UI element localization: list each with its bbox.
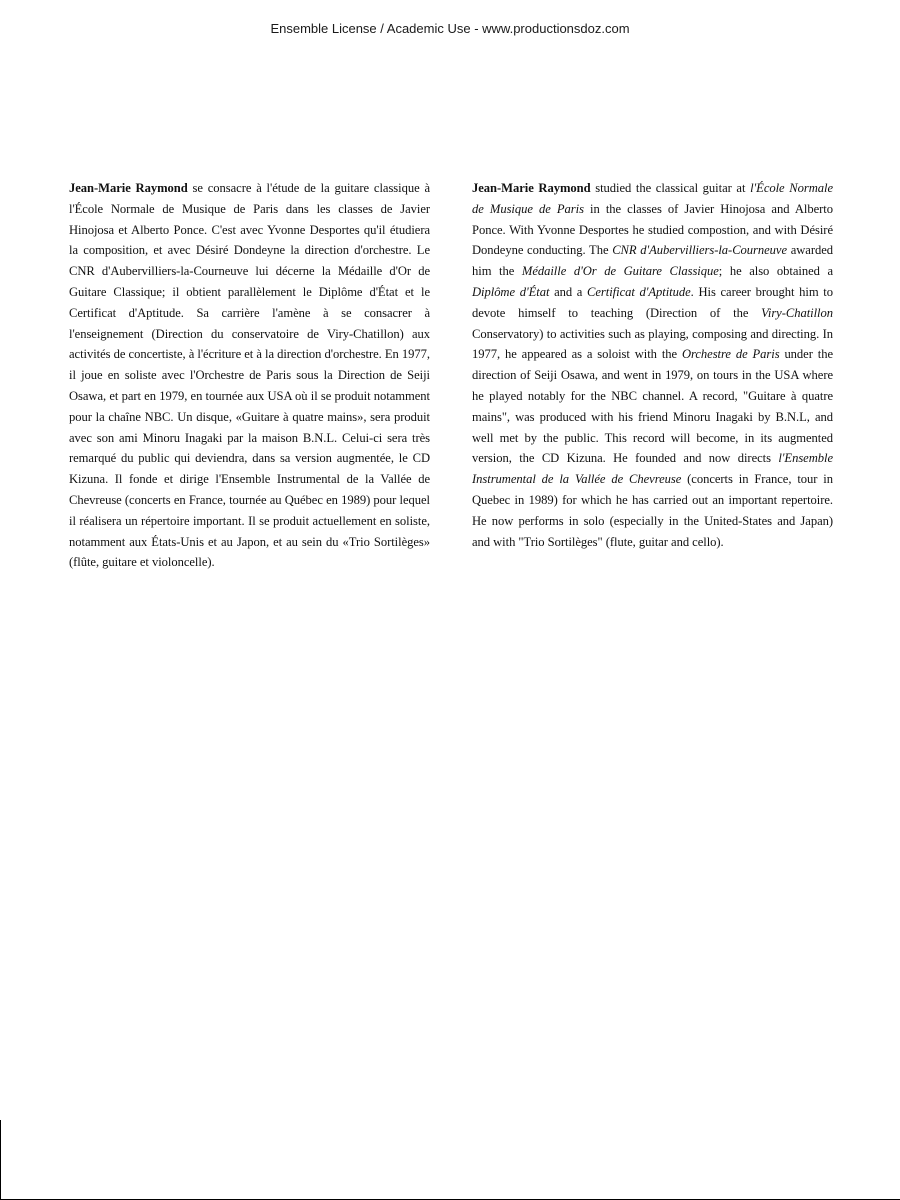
bio-english-text: ; he also obtained a [718,264,833,279]
biography-english [472,178,833,552]
page-edge-left [0,1120,1,1200]
bio-english-italic: Orchestre de Paris [681,347,780,362]
bio-english-italic: l'Ensemble Instrumental de la Vallée de Chevreuse [472,451,833,487]
bio-english-italic: Médaille d'Or de Guitare Classique [521,264,719,279]
bio-french-name: Jean-Marie Raymond [69,181,188,195]
bio-english-text: and a [549,284,588,299]
bio-english-italic: Diplôme d'État [472,284,550,299]
bio-french-text: se consacre à l'étude de la guitare classique à l'École Normale de Musique de Paris dans les classes de Javier Hinojosa et Alberto Ponce. C'est avec Yvonne Desportes qu'il étudiera la composition, et avec Désiré Dondeyne la direction d'orchestre. Le CNR d'Aubervilliers-la-Courneuve lui décerne la Médaille d'Or de Guitare Classique; il obtient parallèlement le Diplôme d'État et le Certificat d'Aptitude. Sa carrière l'amène à se consacrer à l'enseignement (Direction du conservatoire de Viry-Chatillon) aux activités de concertiste, à l'écriture et à la direction d'orchestre. En 1977, il joue en soliste avec l'Orchestre de Paris sous la Direction de Seiji Osawa, et part en 1979, en tournée aux USA où il se produit notamment pour la chaîne NBC. Un disque, «Guitare à quatre mains», sera produit avec son ami Minoru Inagaki par la maison B.N.L. Celui-ci sera très remarqué du public qui deviendra, dans sa version augmentée, le CD Kizuna. Il fonde et dirige l'Ensemble Instrumental de la Vallée de Chevreuse (concerts en France, tournée au Québec en 1989) pour lequel il réalisera un répertoire important. Il se produit actuellement en soliste, notamment aux États-Unis et au Japon, et au sein du «Trio Sortilèges» (flûte, guitare et violoncelle). [69,181,430,570]
bio-english-text: awarded him the [472,243,834,279]
bio-english-name: Jean-Marie Raymond [472,181,591,195]
biography-french [69,178,430,573]
bio-english-italic: CNR d'Aubervilliers-la-Courneuve [612,243,788,258]
bio-english-text: under the direction of Seiji Osawa, and went in 1979, on tours in the USA where he played notably for the NBC channel. A record, "Guitare à quatre mains", was produced with his friend Minoru Inagaki by B.N.L, and well met by the public. This record will become, in its augmented version, the CD Kizuna. He founded and now directs [472,347,833,466]
bio-english-text: studied the classical guitar at [590,181,751,195]
bio-english-italic: Certificat d'Aptitude [587,284,691,299]
bio-english-italic: l'École Normale de Musique de Paris [472,181,833,216]
bio-english-text: in the classes of Javier Hinojosa and Alberto Ponce. With Yvonne Desportes he studied compostion, and with Désiré Dondeyne conducting. The [472,201,833,258]
bio-english-text: . His career brought him to devote himself to teaching (Direction of the [472,284,833,320]
bio-english-italic: Viry-Chatillon [761,305,833,320]
bio-english-text: Conservatory) to activities such as playing, composing and directing. In 1977, he appeared as a soloist with the [472,326,833,362]
bio-english-text: (concerts in France, tour in Quebec in 1989) for which he has carried out an important repertoire. He now performs in solo (especially in the United-States and Japan) and with "Trio Sortilèges" (flute, guitar and cello). [472,472,833,549]
license-header: Ensemble License / Academic Use - www.productionsdoz.com [270,21,630,36]
